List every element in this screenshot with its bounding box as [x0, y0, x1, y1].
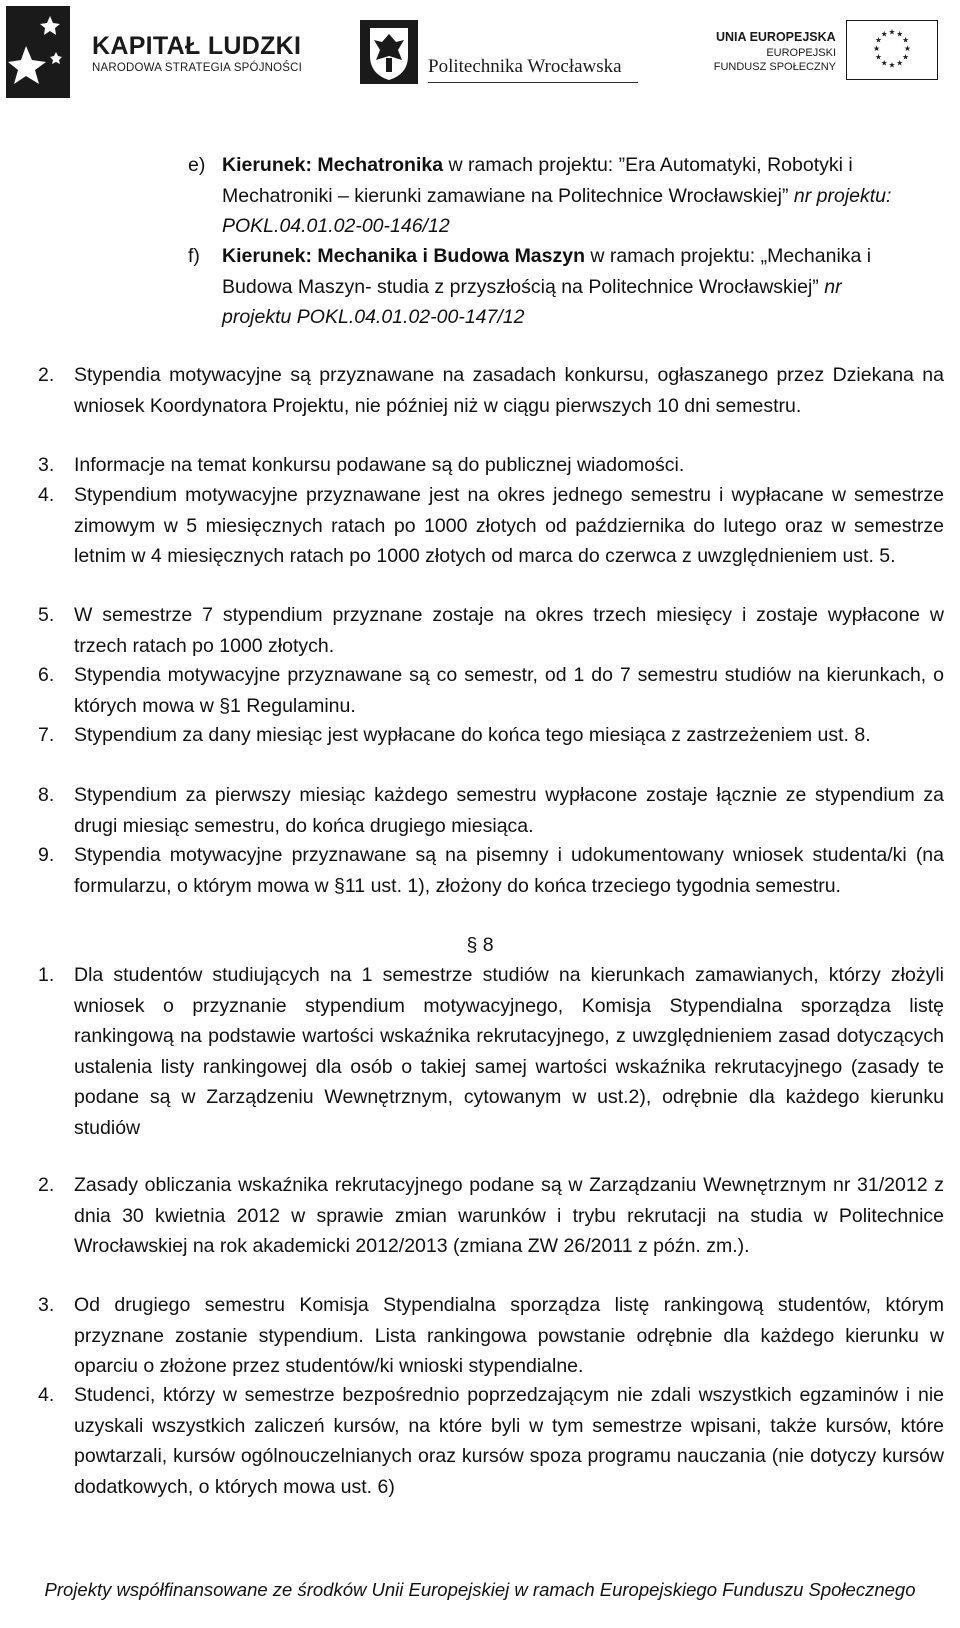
- svg-text:★: ★: [880, 29, 888, 39]
- item-text: W semestrze 7 stypendium przyznane zostaje na okres trzech miesięcy i zostaje wypłacone w trzech ratach po 1000 złotych.: [74, 604, 944, 657]
- item-body-text: w ramach projektu: „Mechanika i Budowa Maszyn- studia z przyszłością na Politechnice Wrocławskiej”: [222, 245, 872, 298]
- item-text: Informacje na temat konkursu podawane są do publicznej wiadomości.: [74, 454, 685, 476]
- item-body-text: w ramach projektu: ”Era Automatyki, Robotyki i Mechatroniki – kierunki zamawiane na Politechnice Wrocławskiej”: [222, 154, 853, 207]
- politechnika-crest-icon: [360, 20, 418, 84]
- politechnika-name: Politechnika Wrocławska: [428, 56, 622, 77]
- item-number: 3.: [38, 1294, 55, 1316]
- item-number: 8.: [38, 784, 55, 806]
- list-item: [38, 600, 944, 661]
- item-text: Stypendium motywacyjne przyznawane jest na okres jednego semestru i wypłacane w semestrze zimowym w 5 miesięcznych ratach po 1000 złotych od października do lutego oraz w semestrze letnim w 4 miesięcznych ratach po 1000 złotych od marca do czerwca z uwzględnieniem ust. 5.: [74, 484, 944, 568]
- svg-text:★: ★: [896, 29, 904, 39]
- svg-text:★: ★: [875, 35, 882, 45]
- item-text: Stypendia motywacyjne są przyznawane na zasadach konkursu, ogłaszanego przez Dziekana na wniosek Koordynatora Projektu, nie później niż w ciągu pierwszych 10 dni semestru.: [74, 364, 944, 417]
- item-text: Stypendium za dany miesiąc jest wypłacane do końca tego miesiąca z zastrzeżeniem ust. 8.: [74, 724, 871, 746]
- svg-text:★: ★: [902, 35, 909, 45]
- item-project-number: nr projektu: POKL.04.01.02-00-146/12: [222, 184, 892, 238]
- eu-title: UNIA EUROPEJSKA: [716, 30, 836, 44]
- item-text: Stypendium za pierwszy miesiąc każdego semestru wypłacone zostaje łącznie ze stypendium za drugi miesiąc semestru, do końca drugiego miesiąca.: [74, 784, 944, 837]
- item-label: e): [188, 154, 206, 176]
- item-text: [222, 241, 908, 333]
- page-header: [0, 0, 960, 100]
- eu-subtitle-2: FUNDUSZ SPOŁECZNY: [713, 61, 836, 73]
- item-number: 2.: [38, 1174, 55, 1196]
- item-number: 1.: [38, 964, 55, 986]
- kapital-ludzki-title: KAPITAŁ LUDZKI: [92, 32, 302, 60]
- list-item: [188, 241, 908, 333]
- item-number: 4.: [38, 1384, 55, 1406]
- item-label: f): [188, 245, 200, 267]
- kapital-ludzki-logo: [6, 6, 70, 98]
- list-item: [38, 840, 944, 901]
- item-text: [222, 150, 908, 242]
- eu-flag-icon: [846, 20, 938, 80]
- svg-text:★: ★: [888, 27, 896, 37]
- svg-text:★: ★: [902, 52, 909, 62]
- item-number: 3.: [38, 454, 55, 476]
- list-item: [38, 480, 944, 572]
- list-item: [38, 960, 944, 1144]
- list-item: [38, 1290, 944, 1382]
- section-heading: § 8: [466, 934, 494, 956]
- svg-text:★: ★: [880, 58, 888, 68]
- item-text: Stypendia motywacyjne przyznawane są na pisemny i udokumentowany wniosek studenta/ki (na formularzu, o którym mowa w §11 ust. 1), złożony do końca trzeciego tygodnia semestru.: [74, 844, 944, 897]
- list-item: [38, 1380, 944, 1502]
- eu-subtitle-1: EUROPEJSKI: [766, 47, 836, 59]
- svg-text:★: ★: [888, 60, 896, 70]
- item-project-number: nr projektu POKL.04.01.02-00-147/12: [222, 275, 842, 329]
- list-item: [38, 360, 944, 421]
- item-number: 5.: [38, 604, 55, 626]
- svg-text:★: ★: [875, 52, 882, 62]
- item-text: Studenci, którzy w semestrze bezpośrednio poprzedzającym nie zdali wszystkich egzaminów i nie uzyskali wszystkich zaliczeń kursów, na które byli w tym semestrze wpisani, także kursów, które powtarzali, kursów ogólnouczelnianych oraz kursów spoza programu nauczania (nie dotyczy kursów dodatkowych, o których mowa ust. 6): [74, 1384, 944, 1498]
- list-item: [38, 660, 944, 721]
- list-item: [38, 720, 944, 751]
- item-number: 4.: [38, 484, 55, 506]
- page-footer: Projekty współfinansowane ze środków Unii Europejskiej w ramach Europejskiego Funduszu Społecznego: [44, 1579, 916, 1600]
- item-number: 9.: [38, 844, 55, 866]
- item-bold-text: Kierunek: Mechatronika: [222, 154, 444, 176]
- item-bold-text: Kierunek: Mechanika i Budowa Maszyn: [222, 245, 586, 267]
- item-number: 2.: [38, 364, 55, 386]
- logo-underline: [428, 82, 638, 83]
- item-number: 7.: [38, 724, 55, 746]
- item-text: Dla studentów studiujących na 1 semestrze studiów na kierunkach zamawianych, którzy złożyli wniosek o przyznanie stypendium motywacyjnego, Komisja Stypendialna sporządza listę rankingową na podstawie wartości wskaźnika rekrutacyjnego, z uwzględnieniem zasad dotyczących ustalenia listy rankingowej dla osób o takiej samej wartości wskaźnika rekrutacyjnego (zasady te podane są w Zarządzeniu Wewnętrznym, cytowanym w ust.2), odrębnie dla każdego kierunku studiów: [74, 964, 944, 1139]
- item-text: Stypendia motywacyjne przyznawane są co semestr, od 1 do 7 semestru studiów na kierunkach, o których mowa w §1 Regulaminu.: [74, 664, 944, 717]
- list-item: [38, 780, 944, 841]
- list-item: [38, 450, 944, 481]
- kapital-ludzki-subtitle: NARODOWA STRATEGIA SPÓJNOŚCI: [92, 62, 303, 74]
- svg-text:★: ★: [904, 43, 911, 53]
- list-item: [188, 150, 908, 242]
- item-text: Zasady obliczania wskaźnika rekrutacyjnego podane są w Zarządzaniu Wewnętrznym nr 31/2012 z dnia 30 kwietnia 2012 w sprawie zmian warunków i trybu rekrutacji na studia w Politechnice Wrocławskiej na rok akademicki 2012/2013 (zmiana ZW 26/2011 z późn. zm.).: [74, 1174, 944, 1258]
- item-number: 6.: [38, 664, 55, 686]
- svg-text:★: ★: [896, 58, 904, 68]
- svg-text:★: ★: [873, 43, 880, 53]
- item-text: Od drugiego semestru Komisja Stypendialna sporządza listę rankingową studentów, którym przyznane zostanie stypendium. Lista rankingowa powstanie odrębnie dla każdego kierunku w oparciu o złożone przez studentów/ki wnioski stypendialne.: [74, 1294, 944, 1378]
- list-item: [38, 1170, 944, 1262]
